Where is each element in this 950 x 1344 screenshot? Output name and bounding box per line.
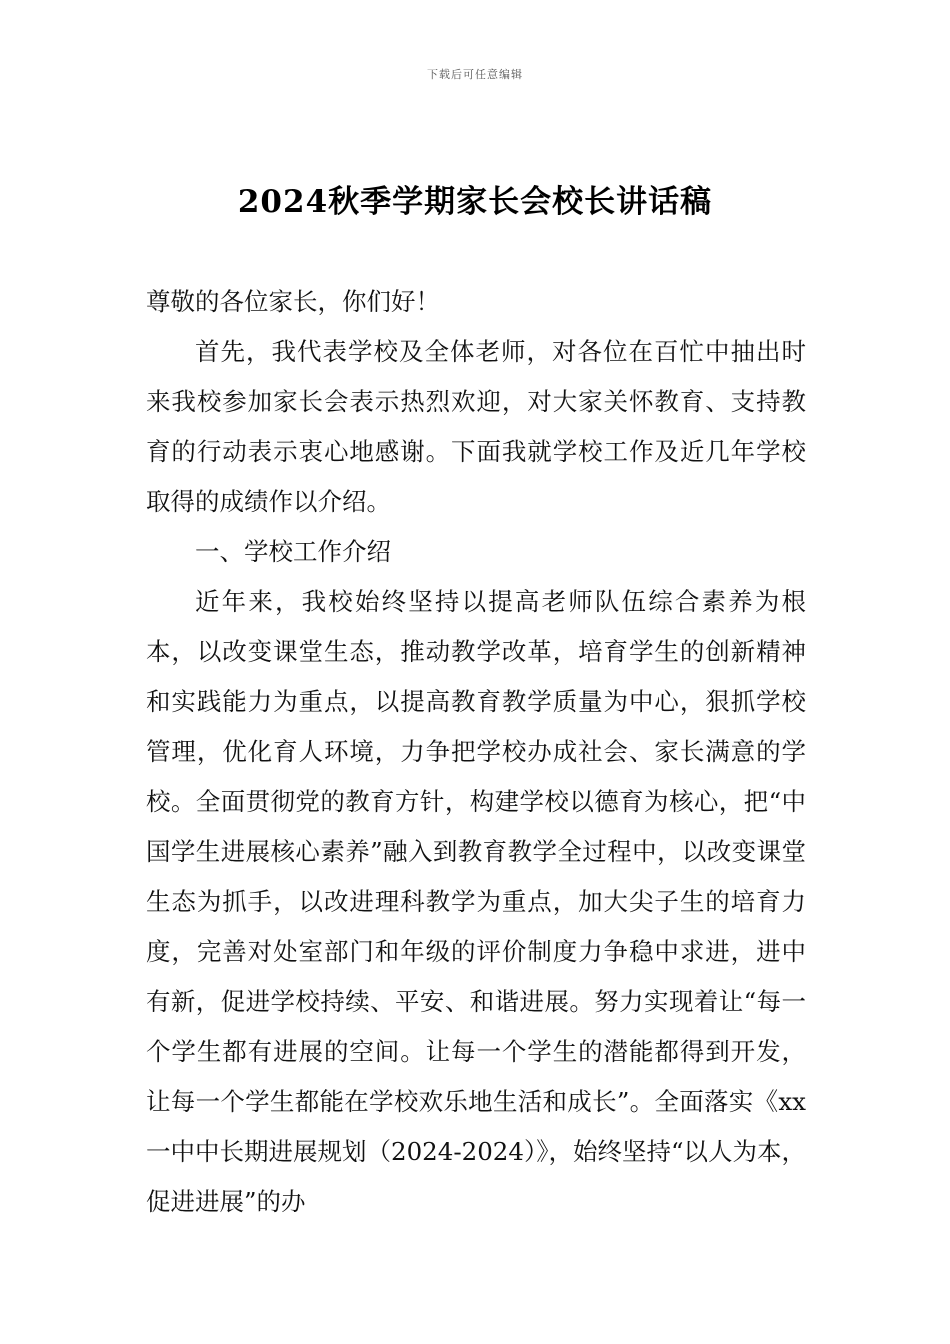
paragraph-school-work: 近年来，我校始终坚持以提高老师队伍综合素养为根本，以改变课堂生态，推动教学改革，培育学生的创新精神和实践能力为重点，以提高教育教学质量为中心，狠抓学校管理，优化育人环境，力争把学校办成社会、家长满意的学校。全面贯彻党的教育方针，构建学校以德育为核心，把“中国学生进展核心素养”融入到教育教学全过程中，以改变课堂生态为抓手，以改进理科教学为重点，加大尖子生的培育力度，完善对处室部门和年级的评价制度力争稳中求进，进中有新，促进学校持续、平安、和谐进展。努力实现着让“每一个学生都有进展的空间。让每一个学生的潜能都得到开发，让每一个学生都能在学校欢乐地生活和成长”。全面落实《xx一中中长期进展规划（2024-2024）》，始终坚持“以人为本，促进进展”的办 [146,587,807,1216]
paragraph-welcome: 首先，我代表学校及全体老师，对各位在百忙中抽出时来我校参加家长会表示热烈欢迎，对大家关怀教育、支持教育的行动表示衷心地感谢。下面我就学校工作及近几年学校取得的成绩作以介绍。 [146,337,806,516]
section-heading: 一、学校工作介绍 [195,537,391,566]
greeting-line: 尊敬的各位家长，你们好！ [146,287,440,316]
document-body [146,277,806,1227]
header-note: 下载后可任意编辑 [427,68,523,81]
document-title: 2024秋季学期家长会校长讲话稿 [237,184,713,220]
